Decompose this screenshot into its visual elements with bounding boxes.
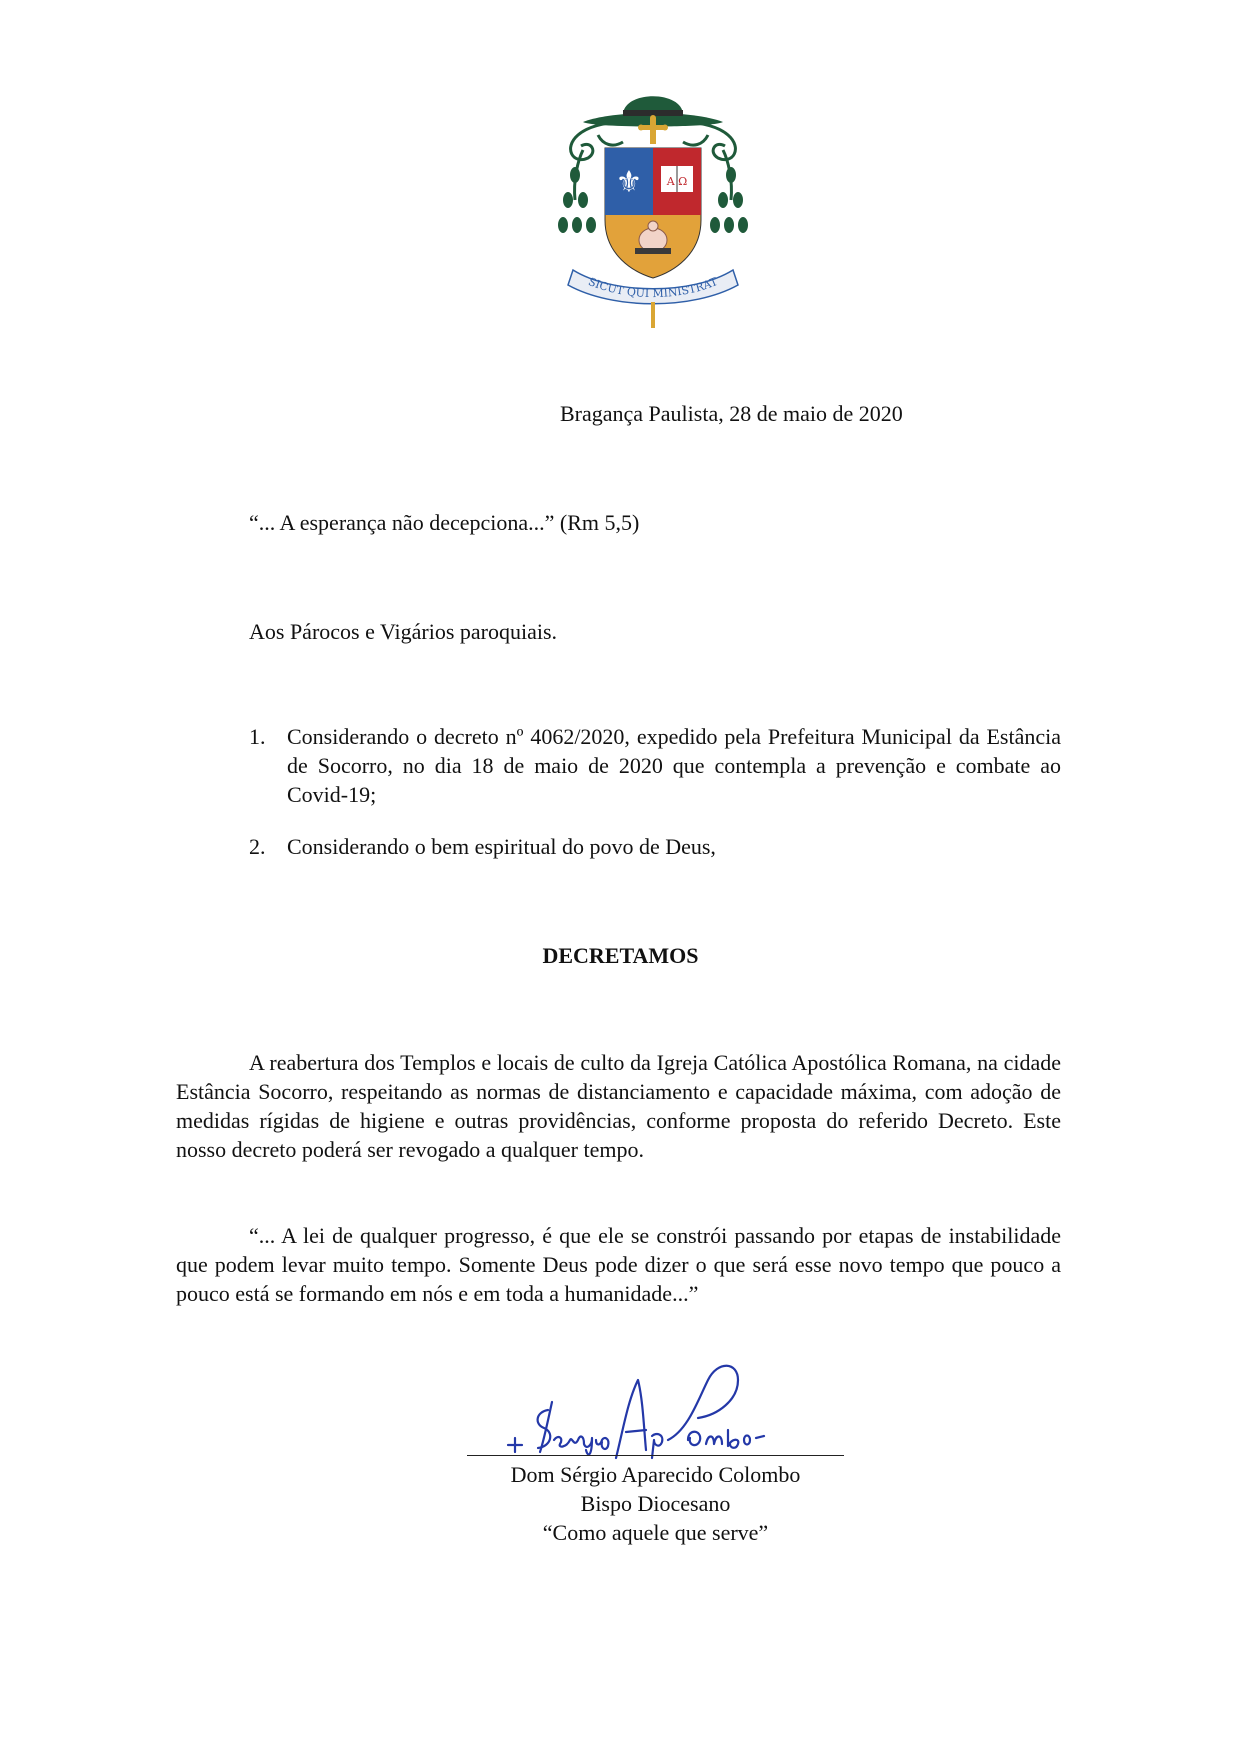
- svg-text:A Ω: A Ω: [666, 175, 688, 188]
- signatory-title: Bispo Diocesano: [580, 1491, 731, 1516]
- list-number: 1.: [249, 724, 266, 749]
- consideration-text: Considerando o bem espiritual do povo de Deus,: [287, 834, 716, 859]
- salutation: Aos Párocos e Vigários paroquiais.: [249, 619, 558, 644]
- signatory-name: Dom Sérgio Aparecido Colombo: [510, 1462, 801, 1487]
- signature-line: [467, 1455, 844, 1456]
- svg-text:SICUT QUI MINISTRAT: SICUT QUI MINISTRAT: [586, 274, 720, 301]
- signatory-motto: “Como aquele que serve”: [542, 1520, 769, 1545]
- decree-heading: DECRETAMOS: [542, 943, 699, 968]
- consideration-text: Considerando o decreto nº 4062/2020, expedido pela Prefeitura Municipal da Estância de Socorro, no dia 18 de maio de 2020 que contempla a prevenção e combate ao Covid-19;: [287, 724, 1061, 807]
- consideration-item: [249, 832, 1061, 862]
- svg-text:⚜: ⚜: [615, 165, 643, 200]
- closing-quote-paragraph: “... A lei de qualquer progresso, é que ele se constrói passando por etapas de instabilidade que podem levar muito tempo. Somente Deus pode dizer o que será esse novo tempo que pouco a pouco está se formando em nós e em toda a humanidade...”: [176, 1223, 1061, 1306]
- decree-paragraph: A reabertura dos Templos e locais de culto da Igreja Católica Apostólica Romana, na cidade Estância Socorro, respeitando as normas de distanciamento e capacidade máxima, com adoção de medidas rígidas de higiene e outras providências, conforme proposta do referido Decreto. Este nosso decreto poderá ser revogado a qualquer tempo.: [176, 1050, 1061, 1162]
- consideration-item: [249, 722, 1061, 812]
- date-line: Bragança Paulista, 28 de maio de 2020: [560, 401, 903, 426]
- handwritten-signature: [488, 1340, 788, 1460]
- epigraph-quote: “... A esperança não decepciona...” (Rm 5,5): [249, 510, 640, 535]
- list-number: 2.: [249, 834, 266, 859]
- episcopal-coat-of-arms-icon: [553, 80, 753, 330]
